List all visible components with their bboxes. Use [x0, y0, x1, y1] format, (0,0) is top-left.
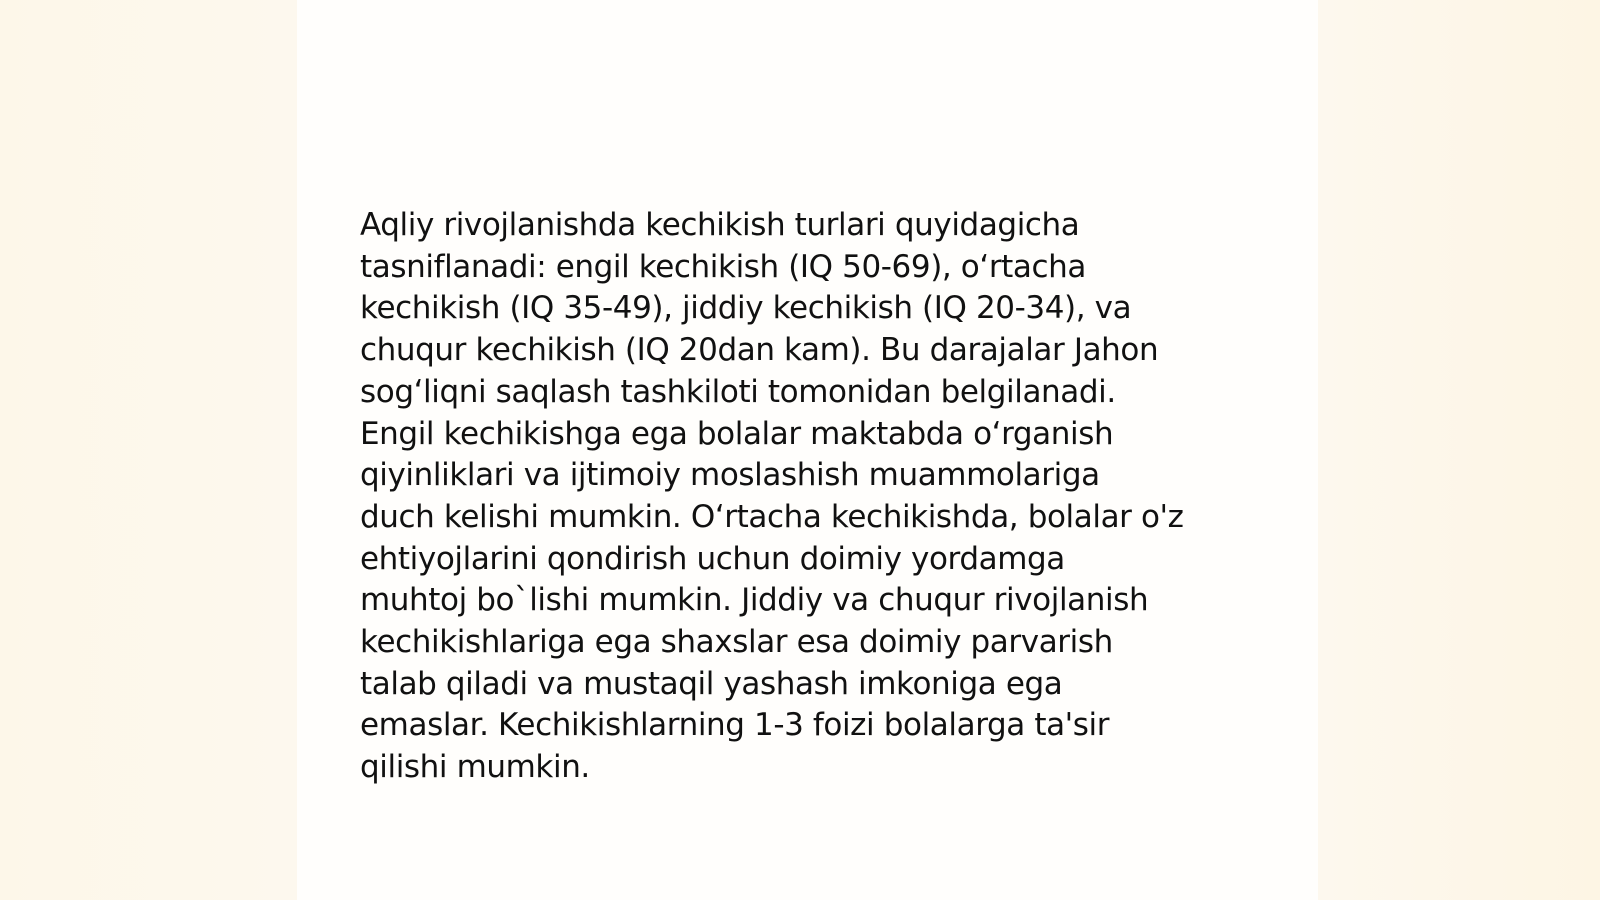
slide-body-text [360, 205, 1260, 789]
text-line: Engil kechikishga ega bolalar maktabda o‘rganish [360, 415, 1114, 452]
text-line: qiyinliklari va ijtimoiy moslashish muammolariga [360, 457, 1100, 494]
text-line: Aqliy rivojlanishda kechikish turlari quyidagicha [360, 207, 1080, 243]
text-line: kechikishlariga ega shaxslar esa doimiy parvarish [360, 624, 1113, 661]
text-line: kechikish (IQ 35-49), jiddiy kechikish (IQ 20-34), va [360, 290, 1132, 327]
background-right-margin [1318, 0, 1600, 900]
background-left-margin [0, 0, 297, 900]
text-line: duch kelishi mumkin. O‘rtacha kechikishda, bolalar o'z [360, 498, 1184, 535]
text-line: emaslar. Kechikishlarning 1-3 foizi bolalarga ta'sir [360, 707, 1110, 744]
text-line: sog‘liqni saqlash tashkiloti tomonidan belgilanadi. [360, 373, 1116, 410]
text-line: muhtoj bo`lishi mumkin. Jiddiy va chuqur rivojlanish [360, 582, 1149, 619]
text-line: chuqur kechikish (IQ 20dan kam). Bu darajalar Jahon [360, 332, 1159, 369]
text-line: tasniflanadi: engil kechikish (IQ 50-69), o‘rtacha [360, 248, 1087, 285]
text-line: talab qiladi va mustaqil yashash imkoniga ega [360, 665, 1063, 702]
text-line: qilishi mumkin. [360, 749, 590, 786]
slide-page [297, 0, 1318, 900]
text-line: ehtiyojlarini qondirish uchun doimiy yordamga [360, 540, 1065, 577]
